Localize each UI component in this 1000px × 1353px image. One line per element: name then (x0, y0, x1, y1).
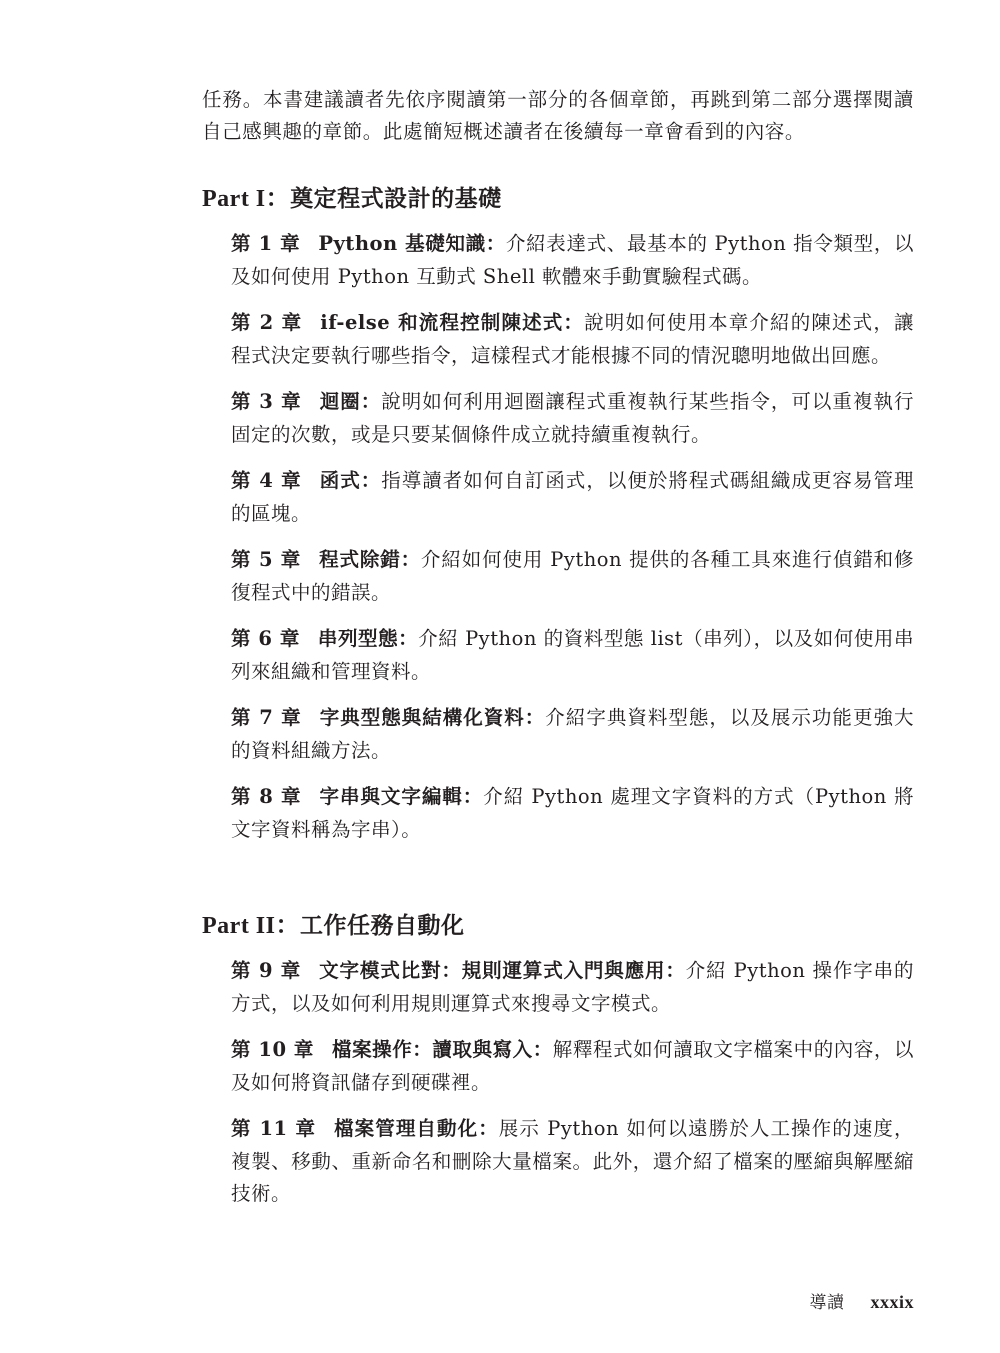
chapter-number: 第 8 章 (231, 785, 302, 808)
chapter-entry-6 (231, 623, 914, 688)
chapter-description: 說明如何使用本章介紹的陳述式，讓程式決定要執行哪些指令，這樣程式才能根據不同的情況聰明地做出回應。 (231, 311, 914, 367)
chapter-description: 介紹字典資料型態，以及展示功能更強大的資料組織方法。 (231, 706, 914, 762)
part-1-label: Part I： (202, 186, 291, 212)
chapter-title: 檔案操作：讀取與寫入： (332, 1038, 553, 1061)
chapter-entry-4 (231, 465, 914, 530)
part-2-label: Part II： (202, 913, 300, 939)
chapter-entry-1 (231, 228, 914, 293)
part-2-heading (202, 905, 464, 940)
chapter-entry-9 (231, 955, 914, 1020)
chapter-number: 第 2 章 (231, 311, 303, 334)
part-1-title: 奠定程式設計的基礎 (290, 185, 502, 212)
chapter-title: 程式除錯： (319, 548, 421, 571)
chapter-title: 檔案管理自動化： (334, 1117, 499, 1140)
chapter-description: 展示 Python 如何以遠勝於人工操作的速度，複製、移動、重新命名和刪除大量檔案。此外，還介紹了檔案的壓縮與解壓縮技術。 (231, 1117, 914, 1205)
chapter-title: 串列型態： (317, 627, 419, 650)
part-2-title: 工作任務自動化 (299, 912, 465, 939)
chapter-description: 說明如何利用迴圈讓程式重複執行某些指令，可以重複執行固定的次數，或是只要某個條件成立就持續重複執行。 (231, 390, 914, 446)
part-1-heading (202, 178, 502, 213)
page-footer (809, 1288, 914, 1313)
chapter-number: 第 10 章 (231, 1038, 314, 1061)
page-number: xxxix (870, 1292, 914, 1312)
chapter-entry-5 (231, 544, 914, 609)
chapter-title: 字串與文字編輯： (319, 785, 484, 808)
chapter-description: 介紹表達式、最基本的 Python 指令類型，以及如何使用 Python 互動式 Shell 軟體來手動實驗程式碼。 (231, 232, 915, 288)
chapter-description: 介紹 Python 的資料型態 list（串列），以及如何使用串列來組織和管理資料。 (231, 627, 914, 683)
chapter-description: 介紹 Python 操作字串的方式，以及如何利用規則運算式來搜尋文字模式。 (231, 959, 914, 1015)
chapter-number: 第 5 章 (231, 548, 302, 571)
chapter-title: if-else 和流程控制陳述式： (320, 311, 585, 334)
chapter-number: 第 9 章 (231, 959, 302, 982)
chapter-title: 迴圈： (319, 390, 382, 413)
chapter-description: 介紹如何使用 Python 提供的各種工具來進行偵錯和修復程式中的錯誤。 (231, 548, 914, 604)
chapter-description: 指導讀者如何自訂函式，以便於將程式碼組織成更容易管理的區塊。 (231, 469, 914, 525)
chapter-description: 介紹 Python 處理文字資料的方式（Python 將文字資料稱為字串）。 (231, 785, 914, 841)
chapter-entry-8 (231, 781, 914, 846)
chapter-entry-2 (231, 307, 914, 372)
chapter-number: 第 4 章 (231, 469, 302, 492)
chapter-number: 第 3 章 (231, 390, 302, 413)
chapter-entry-7 (231, 702, 914, 767)
chapter-number: 第 1 章 (231, 232, 301, 255)
chapter-title: 文字模式比對：規則運算式入門與應用： (319, 959, 686, 982)
chapter-number: 第 11 章 (231, 1117, 317, 1140)
chapter-description: 解釋程式如何讀取文字檔案中的內容，以及如何將資訊儲存到硬碟裡。 (231, 1038, 914, 1094)
chapter-number: 第 6 章 (231, 627, 300, 650)
chapter-entry-10 (231, 1034, 914, 1099)
part-1-chapter-list (231, 228, 914, 846)
intro-paragraph: 任務。本書建議讀者先依序閱讀第一部分的各個章節，再跳到第二部分選擇閱讀自己感興趣的章節。此處簡短概述讀者在後續每一章會看到的內容。 (202, 88, 914, 143)
chapter-title: Python 基礎知識： (318, 232, 506, 255)
part-2-chapter-list (231, 955, 914, 1211)
chapter-entry-3 (231, 386, 914, 451)
chapter-number: 第 7 章 (231, 706, 302, 729)
chapter-title: 字典型態與結構化資料： (319, 706, 546, 729)
chapter-title: 函式： (319, 469, 382, 492)
footer-section-title: 導讀 (809, 1293, 845, 1313)
chapter-entry-11 (231, 1113, 914, 1211)
